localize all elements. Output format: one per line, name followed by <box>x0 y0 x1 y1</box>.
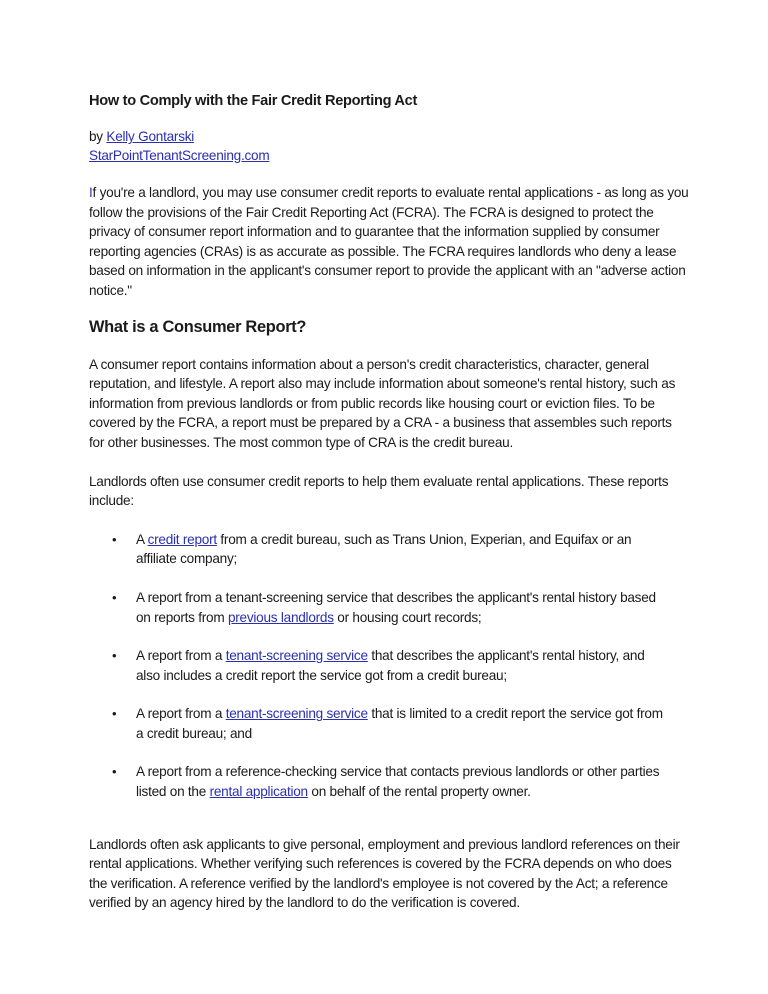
item-text: or housing court records; <box>333 609 482 625</box>
intro-paragraph <box>89 183 689 301</box>
item-text: A report from a tenant-screening service that describes the applicant's rental history based on reports from <box>136 589 656 625</box>
report-types-list <box>89 530 689 802</box>
bullet-icon: • <box>112 648 117 664</box>
previous-landlords-link[interactable]: previous landlords <box>227 609 334 625</box>
byline <box>89 128 689 165</box>
section-heading: What is a Consumer Report? <box>89 317 307 336</box>
credit-report-link[interactable]: credit report <box>147 531 217 547</box>
tenant-screening-service-link[interactable]: tenant-screening service <box>225 706 368 722</box>
document-title: How to Comply with the Fair Credit Reporting Act <box>89 93 418 109</box>
list-item <box>89 704 664 743</box>
item-text: A report from a <box>136 648 226 664</box>
item-text: from a credit bureau, such as Trans Union, Experian, and Equifax or an affiliate company; <box>136 531 632 567</box>
item-text: that describes the applicant's rental history, and also includes a credit report the service got from a credit bureau; <box>136 648 645 683</box>
item-text: A report from a <box>136 706 226 722</box>
rental-application-link[interactable]: rental application <box>209 784 308 800</box>
bullet-icon: • <box>112 589 117 605</box>
document-page <box>89 91 689 913</box>
consumer-report-definition: A consumer report contains information about a person's credit characteristics, character, general reputation, and lifestyle. A report also may include information about someone's rental history, such as information from previous landlords or from public records like housing court or eviction files. To be covered by the FCRA, a report must be prepared by a CRA - a business that assembles such reports for other businesses. The most common type of CRA is the credit bureau. <box>89 356 676 450</box>
intro-text: f you're a landlord, you may use consumer credit reports to evaluate rental applications - as long as you follow the provisions of the Fair Credit Reporting Act (FCRA). The FCRA is designed to protect the privacy of consumer report information and to guarantee that the information supplied by consumer reporting agencies (CRAs) is as accurate as possible. The FCRA requires landlords who deny a lease based on information in the applicant's consumer report to provide the applicant with an "adverse action notice." <box>89 185 689 298</box>
author-link[interactable]: Kelly Gontarski <box>106 129 195 144</box>
list-item <box>89 588 664 627</box>
item-text: on behalf of the rental property owner. <box>307 784 531 800</box>
site-line <box>89 147 689 166</box>
site-link[interactable]: StarPointTenantScreening.com <box>89 147 270 163</box>
byline-prefix: by <box>89 129 107 144</box>
references-paragraph: Landlords often ask applicants to give personal, employment and previous landlord references on their rental applications. Whether verifying such references is covered by the FCRA depends on who does the verification. A reference verified by the landlord's employee is not covered by the Act; a reference verified by an agency hired by the landlord to do the verification is covered. <box>89 836 680 911</box>
item-text: A report from a reference-checking service that contacts previous landlords or other parties listed on the <box>136 764 660 800</box>
bullet-icon: • <box>112 706 117 722</box>
list-item <box>89 646 664 685</box>
list-item <box>89 762 664 801</box>
bullet-icon: • <box>112 531 117 547</box>
item-text: A <box>136 531 148 547</box>
tenant-screening-service-link[interactable]: tenant-screening service <box>225 648 368 664</box>
bullet-icon: • <box>112 764 117 780</box>
reports-intro: Landlords often use consumer credit reports to help them evaluate rental applications. These reports include: <box>89 473 669 509</box>
drop-letter: I <box>89 185 93 200</box>
item-text: that is limited to a credit report the service got from a credit bureau; and <box>136 706 663 741</box>
author-line <box>89 128 689 147</box>
list-item <box>89 530 664 569</box>
